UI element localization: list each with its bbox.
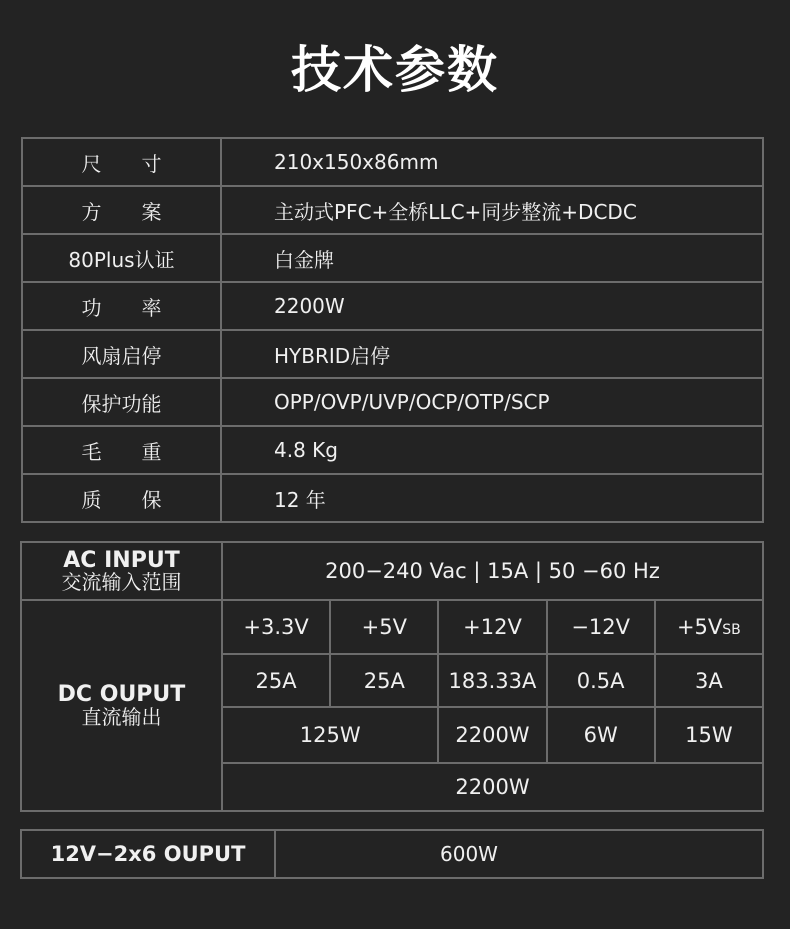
- rail-current: 3A: [655, 654, 763, 707]
- total-watts: 2200W: [222, 763, 763, 811]
- ac-input-label: [21, 542, 222, 600]
- rail-watts-5vsb: 15W: [655, 707, 763, 763]
- rail-voltage-5vsb: [655, 600, 763, 654]
- spec-key: 保护功能: [22, 378, 221, 426]
- spec-value: HYBRID启停: [221, 330, 763, 378]
- table-row: [22, 186, 763, 234]
- rail-voltage-sb-suffix: SB: [722, 622, 741, 638]
- rail-watts-12v: 2200W: [438, 707, 546, 763]
- power-output-table: [20, 541, 764, 812]
- rail-current: 25A: [330, 654, 438, 707]
- ac-input-value: 200−240 Vac | 15A | 50 −60 Hz: [222, 542, 763, 600]
- rail-voltage: −12V: [547, 600, 655, 654]
- spec-table: [21, 137, 764, 523]
- rail-current: 0.5A: [547, 654, 655, 707]
- rail-current: 25A: [222, 654, 330, 707]
- rail-voltage: +12V: [438, 600, 546, 654]
- rail-voltage-row: [21, 600, 763, 654]
- table-row: [22, 426, 763, 474]
- page-title: 技术参数: [291, 41, 499, 99]
- ac-input-label-en: AC INPUT: [63, 547, 180, 573]
- rail-voltage: +5V: [330, 600, 438, 654]
- table-row: [22, 378, 763, 426]
- table-row: [22, 138, 763, 186]
- rail-voltage: +3.3V: [222, 600, 330, 654]
- spec-key: 毛 重: [22, 426, 221, 474]
- dc-output-label: [21, 600, 222, 811]
- table-row: [21, 830, 763, 878]
- rail-watts-neg12v: 6W: [547, 707, 655, 763]
- dc-output-label-cn: 直流输出: [81, 704, 162, 729]
- spec-key: 80Plus认证: [22, 234, 221, 282]
- table-row: [22, 282, 763, 330]
- spec-key: 尺 寸: [22, 138, 221, 186]
- spec-value: OPP/OVP/UVP/OCP/OTP/SCP: [221, 378, 763, 426]
- rail-watts-3v3-5v: 125W: [222, 707, 438, 763]
- spec-value: 2200W: [221, 282, 763, 330]
- spec-key: 方 案: [22, 186, 221, 234]
- spec-key: 风扇启停: [22, 330, 221, 378]
- spec-value: 主动式PFC+全桥LLC+同步整流+DCDC: [221, 186, 763, 234]
- spec-key: 功 率: [22, 282, 221, 330]
- connector-label: 12V−2x6 OUPUT: [21, 830, 275, 878]
- rail-voltage-5vsb-main: +5V: [676, 615, 723, 639]
- spec-value: 12 年: [221, 474, 763, 522]
- spec-value: 白金牌: [221, 234, 763, 282]
- spec-key: 质 保: [22, 474, 221, 522]
- table-row: [22, 330, 763, 378]
- spec-value: 4.8 Kg: [221, 426, 763, 474]
- rail-current: 183.33A: [438, 654, 546, 707]
- table-row: [22, 234, 763, 282]
- connector-value: 600W: [275, 830, 763, 878]
- spec-value: 210x150x86mm: [221, 138, 763, 186]
- connector-table: [20, 829, 764, 879]
- table-row: [22, 474, 763, 522]
- ac-input-row: [21, 542, 763, 600]
- ac-input-label-cn: 交流输入范围: [61, 570, 182, 595]
- dc-output-label-en: DC OUPUT: [57, 682, 186, 708]
